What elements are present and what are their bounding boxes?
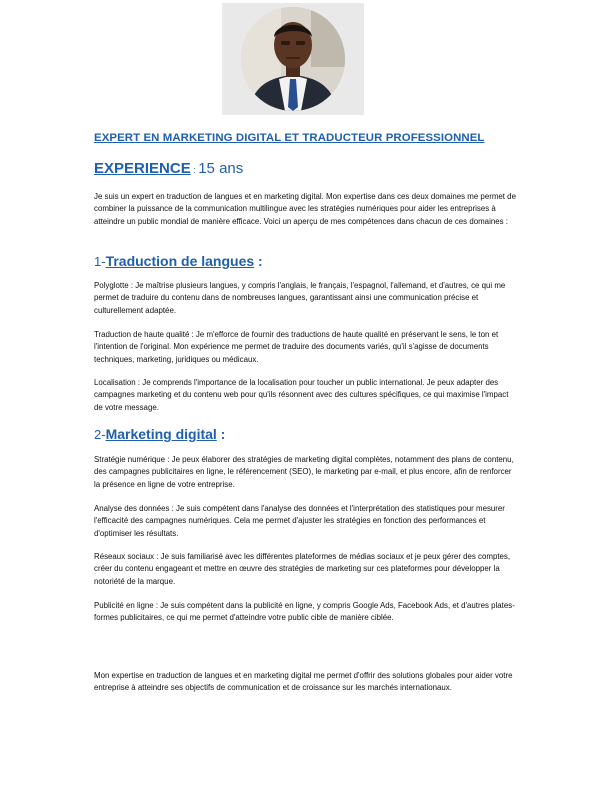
section-title-marketing xyxy=(94,426,225,444)
conclusion-paragraph: Mon expertise en traduction de langues et en marketing digital me permet d'offrir des solutions globales pour aider votre entreprise à atteindre ses objectifs de communication et de croissance sur les marchés internationaux. xyxy=(94,671,513,693)
paragraph-analyse-donnees: Analyse des données : Je suis compétent dans l'analyse des données et l'interprétation des statistiques pour mesurer l'efficacité des campagnes numériques. Cela me permet d'ajuster les stratégies en fonction des performances et d'optimiser les résultats. xyxy=(94,504,505,538)
paragraph-traduction-qualite: Traduction de haute qualité : Je m'efforce de fournir des traductions de haute qualité en préservant le sens, le ton et l'intention de l'original. Mon expérience me permet de traduire des documents variés, qu'il s'agisse de documents techniques, marketing, juridiques ou médicaux. xyxy=(94,330,499,364)
experience-label: EXPERIENCE xyxy=(94,160,191,177)
profile-photo-frame xyxy=(222,3,364,115)
section-number: 1- xyxy=(94,254,106,269)
profile-photo xyxy=(241,7,345,111)
paragraph-reseaux-sociaux: Réseaux sociaux : Je suis familiarisé avec les différentes plateformes de médias sociaux et je peux gérer des comptes, créer du contenu engageant et mettre en œuvre des stratégies de marketing sur ces plateformes pour développer la notoriété de la marque. xyxy=(94,552,511,586)
professional-headline: EXPERT EN MARKETING DIGITAL ET TRADUCTEUR PROFESSIONNEL xyxy=(94,132,485,144)
section-number: 2- xyxy=(94,427,106,442)
intro-paragraph: Je suis un expert en traduction de langues et en marketing digital. Mon expertise dans ces deux domaines me permet de combiner la puissance de la communication multilingue avec les stratégies numériques pour aider les entreprises à atteindre un public mondial de manière efficace. Voici un aperçu de mes compétences dans chacun de ces domaines : xyxy=(94,192,516,226)
section-name: Marketing digital xyxy=(105,426,217,442)
portrait-illustration xyxy=(241,7,345,111)
paragraph-strategie-numerique: Stratégie numérique : Je peux élaborer des stratégies de marketing digital complètes, notamment des plans de contenu, des campagnes publicitaires en ligne, le référencement (SEO), le marketing par e-mail, et plus encore, afin de renforcer la présence en ligne de votre entreprise. xyxy=(94,455,514,489)
paragraph-polyglotte: Polyglotte : Je maîtrise plusieurs langues, y compris l'anglais, le français, l'espagnol, l'allemand, et d'autres, ce qui me permet de traduire du contenu dans de nombreuses langues, garantissant ainsi une communication précise et culturellement adaptée. xyxy=(94,281,506,315)
experience-separator: : xyxy=(190,165,199,175)
section-colon: : xyxy=(216,426,226,442)
section-title-translation xyxy=(94,253,263,271)
experience-value: 15 ans xyxy=(198,160,244,177)
section-name: Traduction de langues xyxy=(105,253,255,269)
paragraph-localisation: Localisation : Je comprends l'importance de la localisation pour toucher un public international. Je peux adapter des campagnes marketing et du contenu web pour qu'ils résonnent avec des cultures spécifiques, ce qui maximise l'impact de votre message. xyxy=(94,378,509,412)
experience-line xyxy=(94,160,243,178)
paragraph-publicite-en-ligne: Publicité en ligne : Je suis compétent dans la publicité en ligne, y compris Google Ads, Facebook Ads, et d'autres plates-formes publicitaires, ce qui me permet d'atteindre votre public cible de manière ciblée. xyxy=(94,601,515,623)
section-colon: : xyxy=(254,253,263,269)
